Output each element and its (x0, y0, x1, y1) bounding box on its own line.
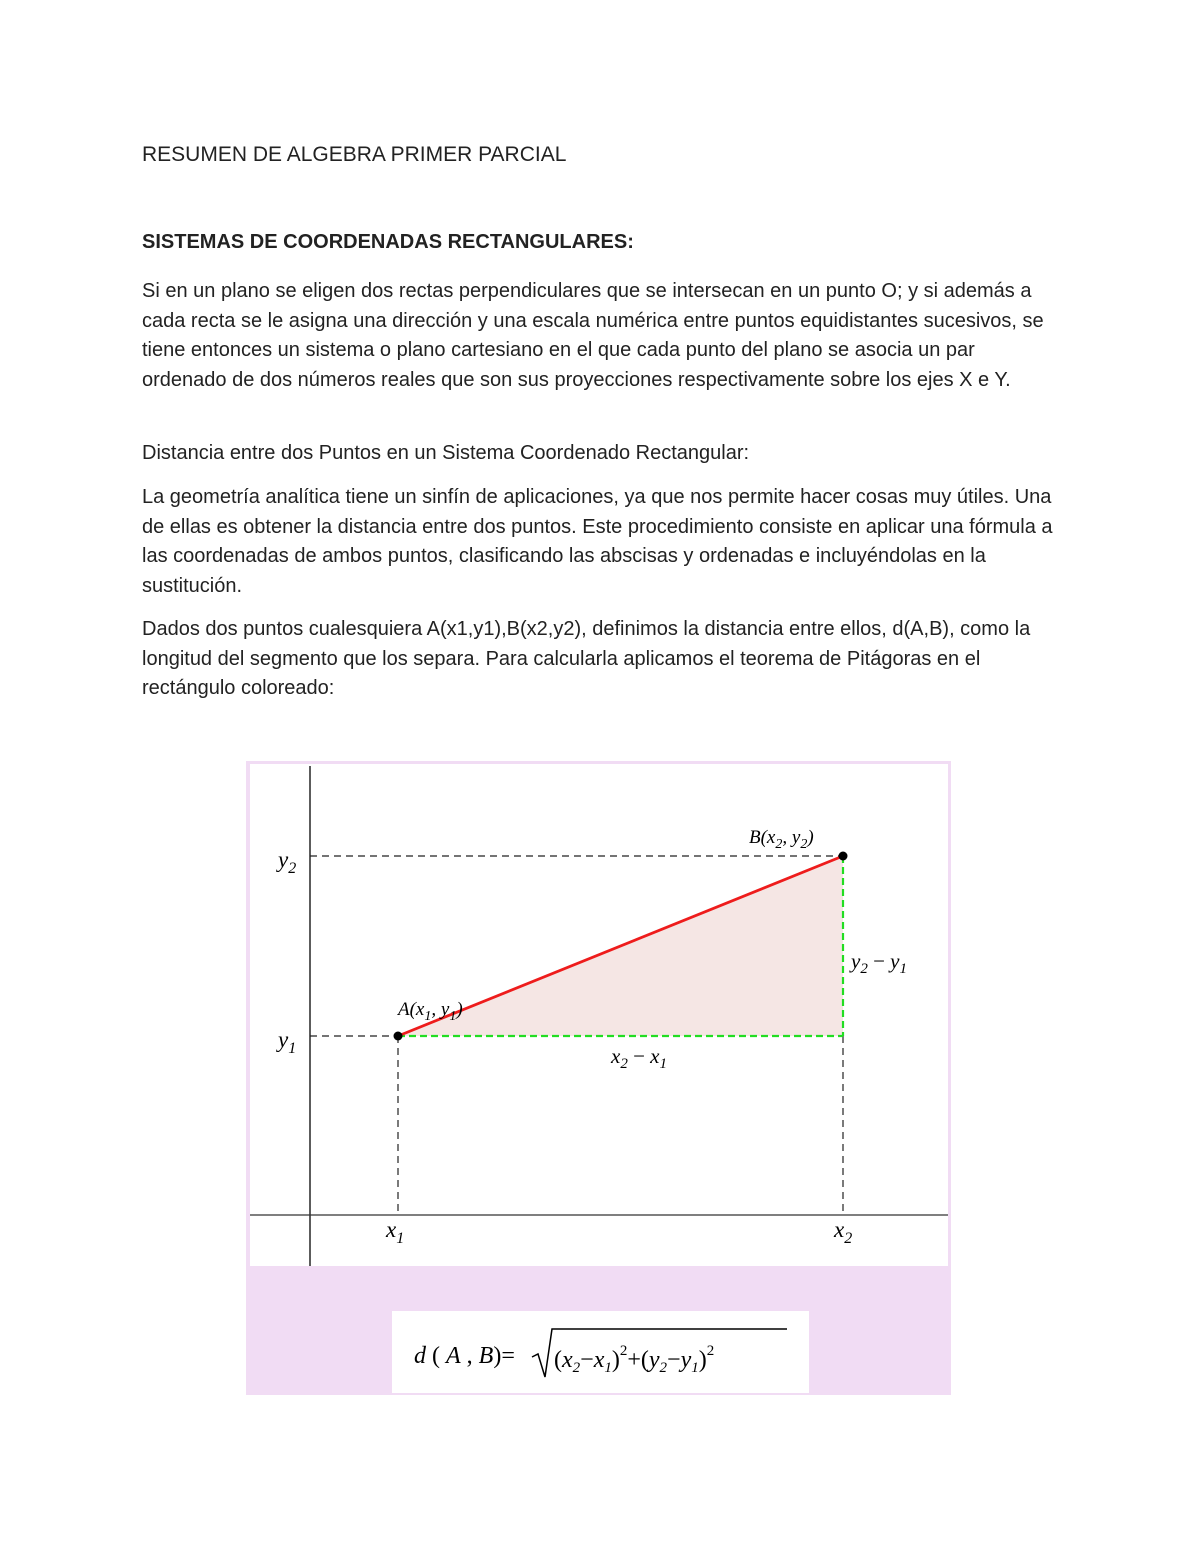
distance-diagram (246, 761, 951, 1395)
label-x1: $x_1$ (386, 1217, 405, 1247)
point-b (839, 852, 848, 861)
paragraph-distance-title: Distancia entre dos Puntos en un Sistema Coordenado Rectangular: (142, 442, 750, 464)
label-y2: $y_2$ (278, 847, 297, 877)
label-point-a: $A(x_1$, $y_1$) (398, 999, 463, 1024)
paragraph-distance-definition: Dados dos puntos cualesquiera A(x1,y1),B(x2,y2), definimos la distancia entre ellos, d(A,B), como la longitud del segmento que los separa. Para calcularla aplicamos el teorema de Pitágoras en el rectángulo coloreado: (142, 618, 1031, 699)
label-x2: $x_2$ (834, 1217, 853, 1247)
section-heading: SISTEMAS DE COORDENADAS RECTANGULARES: (142, 231, 634, 253)
label-point-b: $B(x_2$, $y_2$) (749, 827, 814, 852)
label-y1: $y_1$ (278, 1027, 297, 1057)
paragraph-cartesian-plane: Si en un plano se eligen dos rectas perpendiculares que se intersecan en un punto O; y si además a cada recta se le asigna una dirección y una escala numérica entre puntos equidistantes sucesivos, se tiene entonces un sistema o plano cartesiano en el que cada punto del plano se asocia un par ordenado de dos números reales que son sus proyecciones respectivamente sobre los ejes X e Y. (142, 280, 1044, 391)
formula-lhs: d ( A , B)= (414, 1343, 515, 1369)
distance-formula (392, 1311, 809, 1393)
point-a (394, 1032, 403, 1041)
paragraph-analytic-geometry: La geometría analítica tiene un sinfín de aplicaciones, ya que nos permite hacer cosas muy útiles. Una de ellas es obtener la distancia entre dos puntos. Este procedimiento consiste en aplicar una fórmula a las coordenadas de ambos puntos, clasificando las abscisas y ordenadas e incluyéndolas en la sustitución. (142, 486, 1053, 597)
formula-render (392, 1311, 809, 1393)
distance-figure (246, 761, 951, 1395)
document-title: RESUMEN DE ALGEBRA PRIMER PARCIAL (142, 143, 567, 166)
label-horizontal-leg: $x_2 - x_1$ (611, 1044, 667, 1072)
label-vertical-leg: $y_2 - y_1$ (851, 949, 907, 977)
formula-radicand: $(x_2-x_1)^2+(y_2-y_1)^2$ (554, 1343, 715, 1376)
